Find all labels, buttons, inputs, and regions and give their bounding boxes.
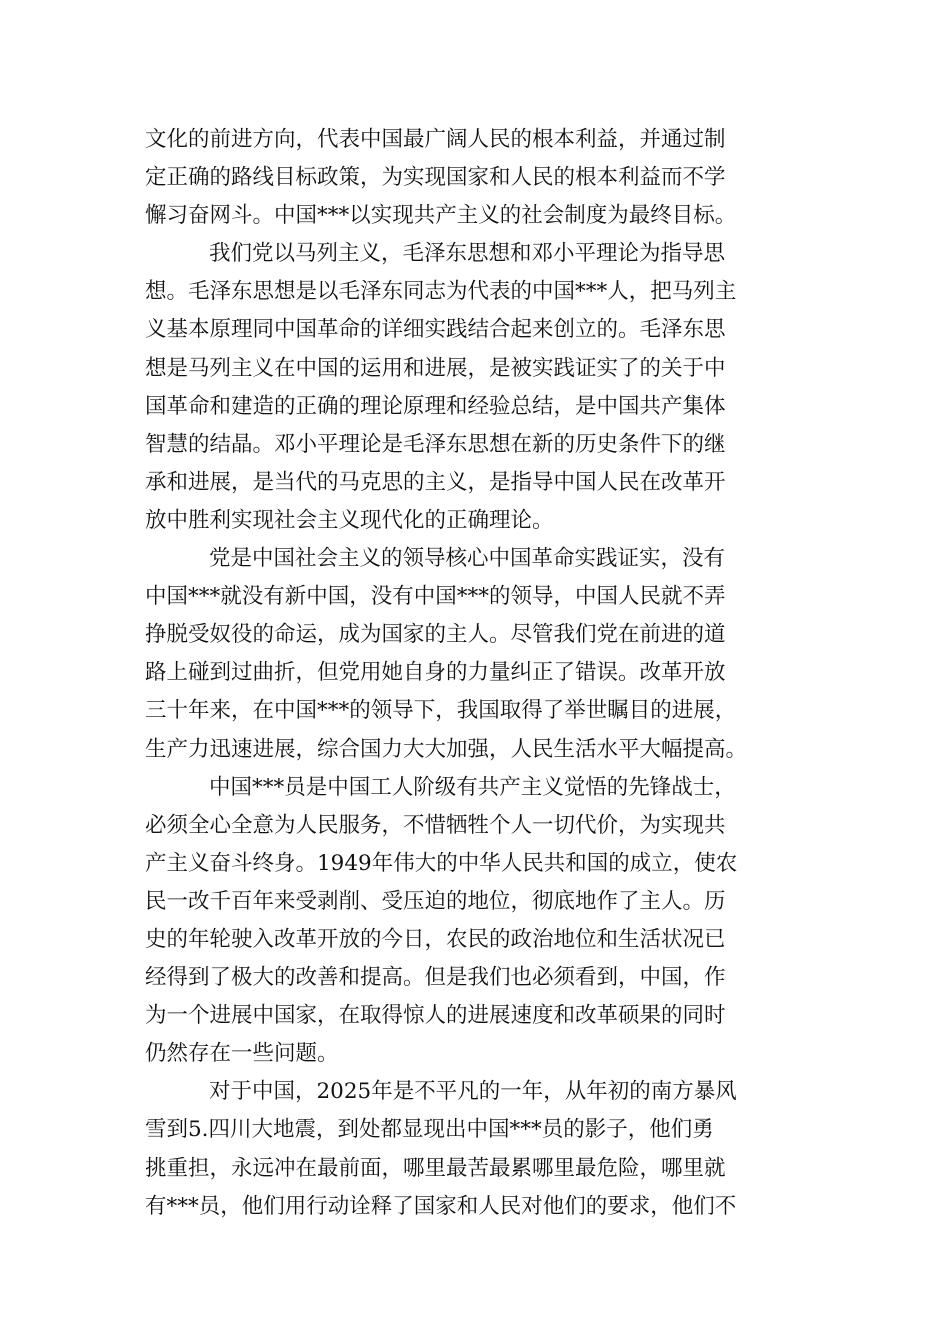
text-line: 中国***就没有新中国，没有中国***的领导，中国人民就不弄 bbox=[145, 584, 726, 610]
text-line: 对于中国，2025年是不平凡的一年，从年初的南方暴风 bbox=[209, 1079, 737, 1105]
text-line: 我们党以马列主义，毛泽东思想和邓小平理论为指导思 bbox=[209, 241, 726, 267]
text-line: 史的年轮驶入改革开放的今日，农民的政治地位和生活状况已 bbox=[145, 926, 726, 952]
text-line: 生产力迅速进展，综合国力大大加强，人民生活水平大幅提高。 bbox=[145, 736, 748, 762]
text-line: 想是马列主义在中国的运用和进展，是被实践证实了的关于中 bbox=[145, 355, 726, 381]
text-line: 产主义奋斗终身。1949年伟大的中华人民共和国的成立，使农 bbox=[145, 850, 738, 876]
paragraph bbox=[145, 235, 815, 540]
text-line: 中国***员是中国工人阶级有共产主义觉悟的先锋战士， bbox=[209, 774, 736, 800]
text-line: 经得到了极大的改善和提高。但是我们也必须看到，中国，作 bbox=[145, 965, 726, 991]
text-line: 智慧的结晶。邓小平理论是毛泽东思想在新的历史条件下的继 bbox=[145, 431, 726, 457]
text-line: 民一改千百年来受剥削、受压迫的地位，彻底地作了主人。历 bbox=[145, 888, 726, 914]
text-line: 文化的前进方向，代表中国最广阔人民的根本利益，并通过制 bbox=[145, 127, 726, 152]
text-line: 必须全心全意为人民服务，不惜牺牲个人一切代价，为实现共 bbox=[145, 812, 726, 838]
paragraph bbox=[145, 1073, 815, 1225]
text-line: 放中胜利实现社会主义现代化的正确理论。 bbox=[145, 507, 554, 533]
text-line: 承和进展，是当代的马克思的主义，是指导中国人民在改革开 bbox=[145, 469, 726, 495]
text-line: 三十年来，在中国***的领导下，我国取得了举世瞩目的进展， bbox=[145, 698, 737, 724]
text-line: 义基本原理同中国革命的详细实践结合起来创立的。毛泽东思 bbox=[145, 317, 726, 343]
paragraph bbox=[145, 540, 815, 769]
text-line: 有***员，他们用行动诠释了国家和人民对他们的要求，他们不 bbox=[145, 1193, 737, 1219]
document-body bbox=[145, 121, 815, 1226]
paragraph bbox=[145, 121, 815, 235]
text-line: 挑重担，永远冲在最前面，哪里最苦最累哪里最危险，哪里就 bbox=[145, 1155, 726, 1181]
text-line: 仍然存在一些问题。 bbox=[145, 1041, 339, 1067]
text-line: 国革命和建造的正确的理论原理和经验总结，是中国共产集体 bbox=[145, 393, 726, 419]
text-line: 党是中国社会主义的领导核心中国革命实践证实，没有 bbox=[209, 546, 726, 572]
text-line: 雪到5.四川大地震，到处都显现出中国***员的影子，他们勇 bbox=[145, 1117, 714, 1143]
text-line: 定正确的路线目标政策，为实现国家和人民的根本利益而不学 bbox=[145, 165, 726, 191]
paragraph bbox=[145, 769, 815, 1074]
text-line: 想。毛泽东思想是以毛泽东同志为代表的中国***人，把马列主 bbox=[145, 279, 737, 305]
text-line: 懈习奋网斗。中国***以实现共产主义的社会制度为最终目标。 bbox=[145, 203, 737, 229]
text-line: 为一个进展中国家，在取得惊人的进展速度和改革硕果的同时 bbox=[145, 1003, 726, 1029]
text-line: 路上碰到过曲折，但党用她自身的力量纠正了错误。改革开放 bbox=[145, 660, 726, 686]
text-line: 挣脱受奴役的命运，成为国家的主人。尽管我们党在前进的道 bbox=[145, 622, 726, 648]
